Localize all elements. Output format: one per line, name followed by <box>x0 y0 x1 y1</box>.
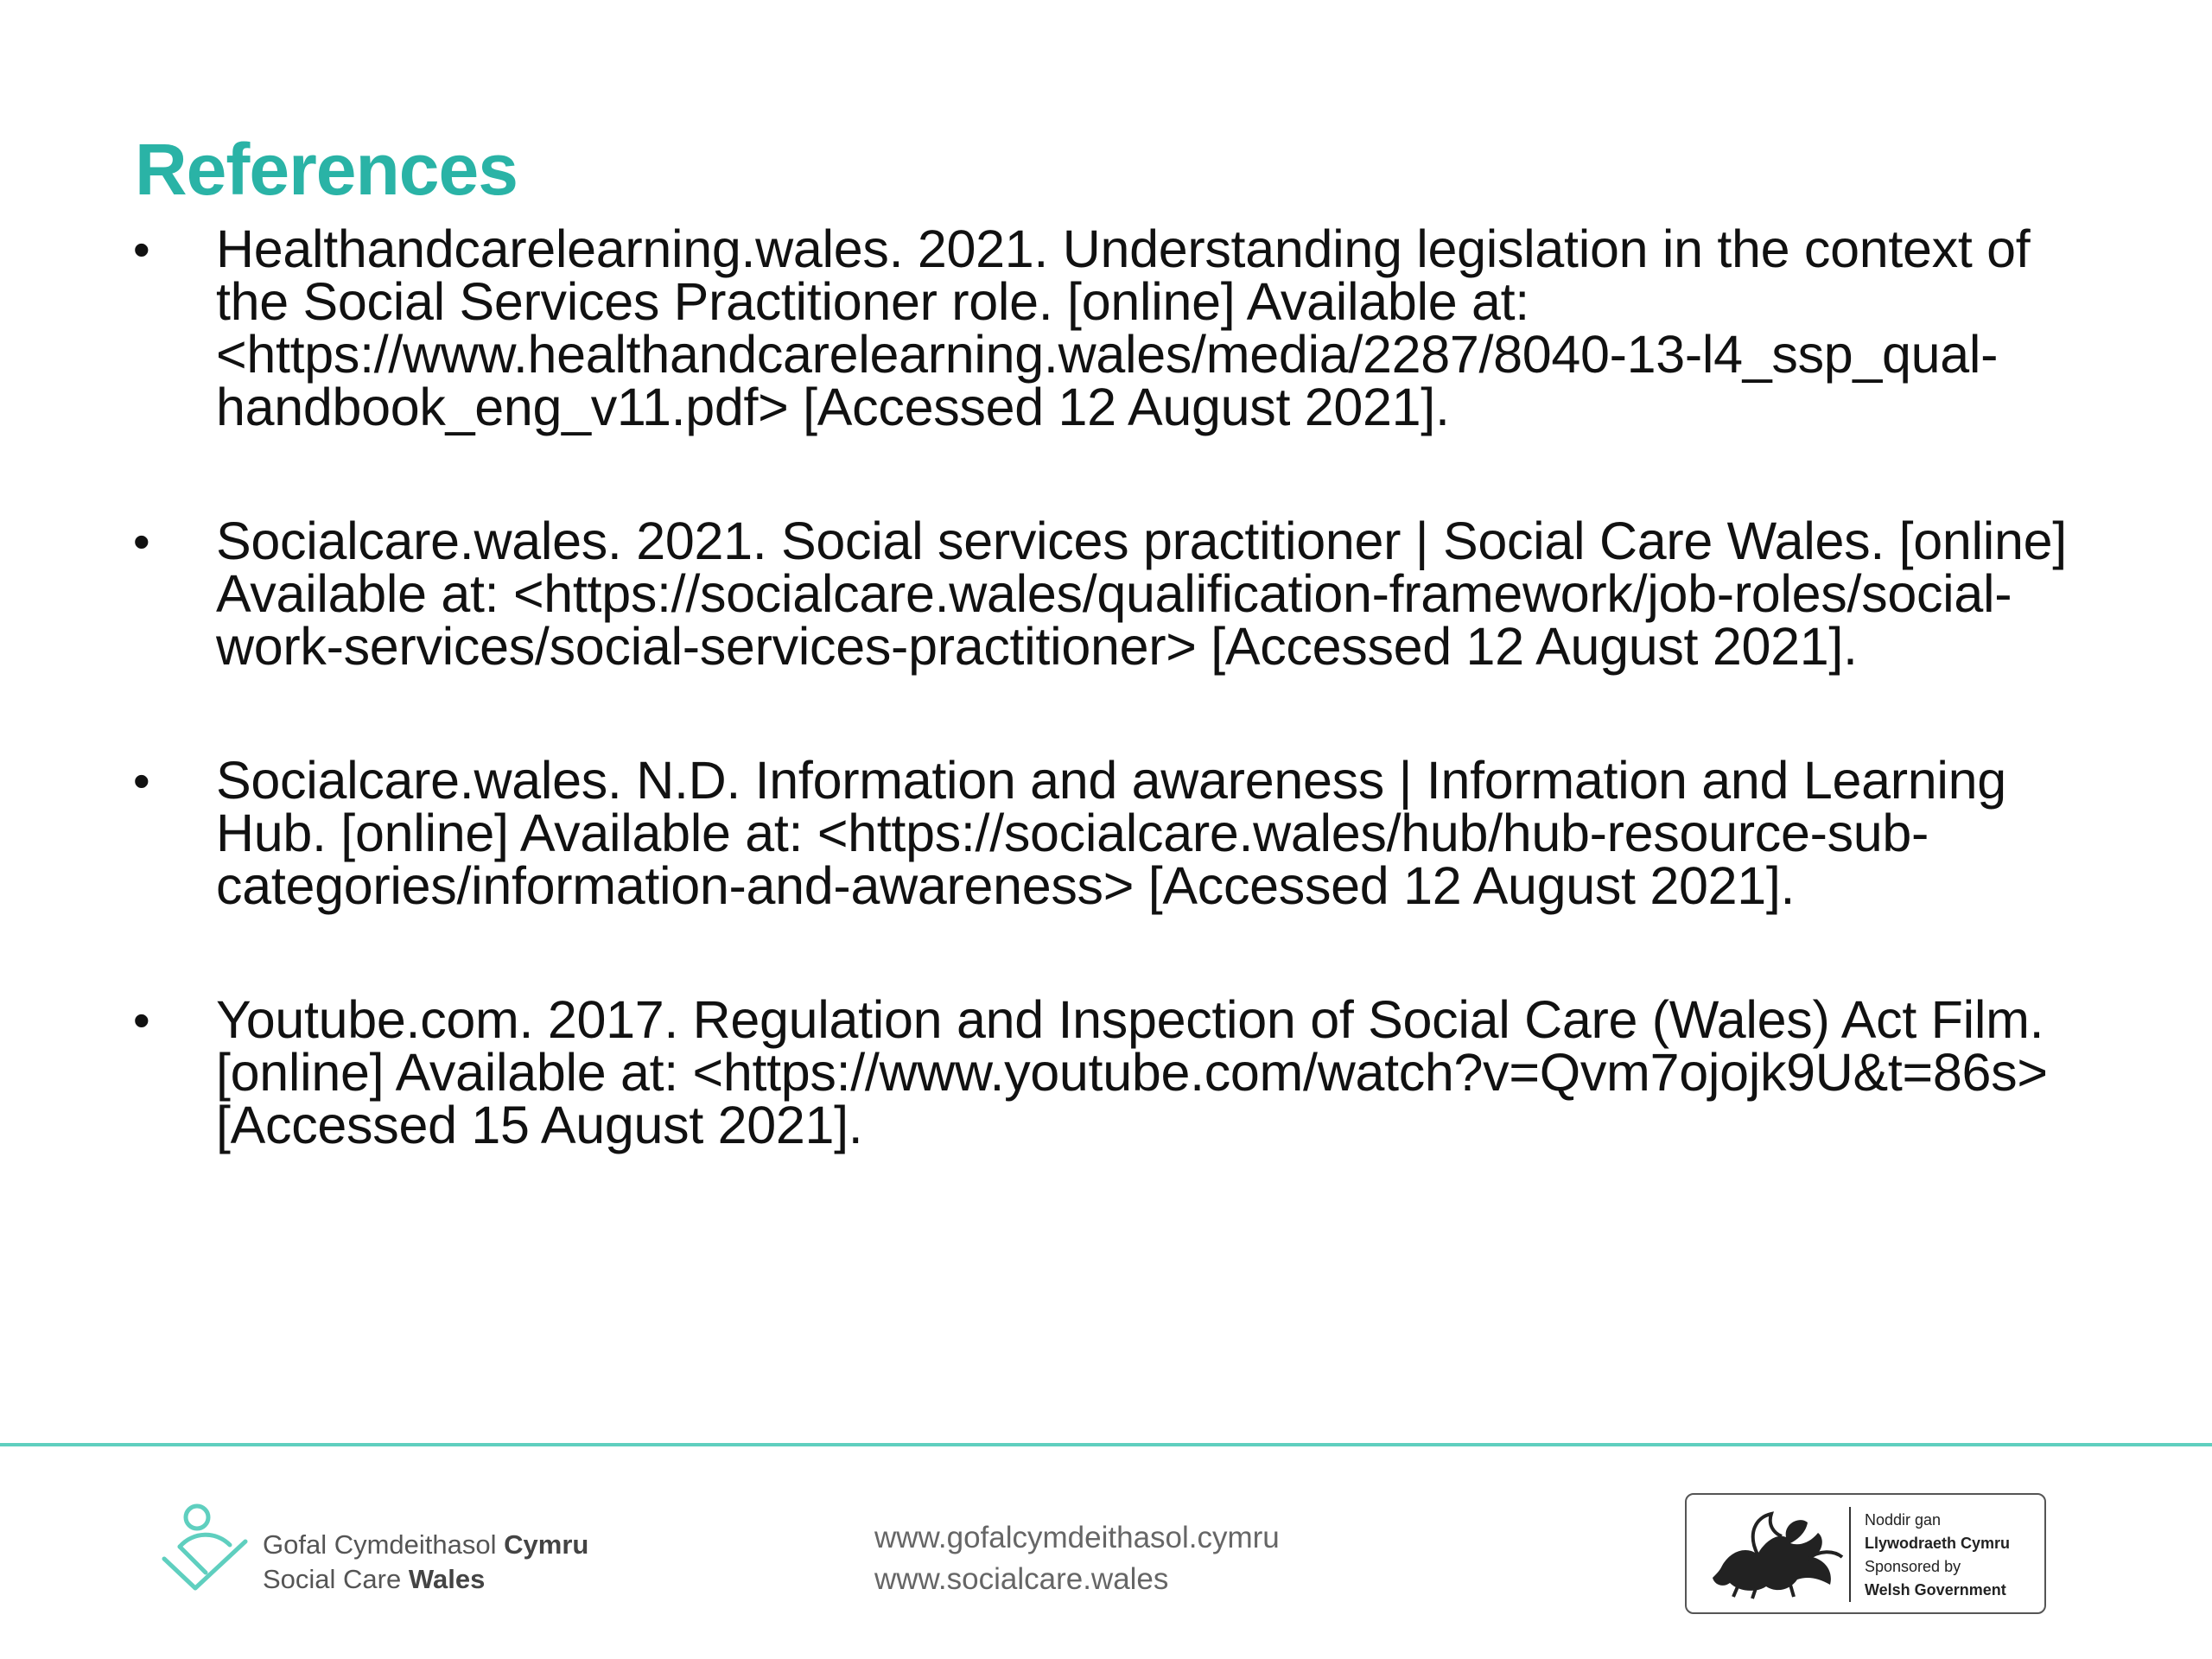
footer-urls <box>874 1517 1280 1600</box>
bullet-icon: • <box>133 753 150 808</box>
social-care-wales-logo-icon <box>156 1502 252 1599</box>
sponsor-line-welsh: Noddir gan <box>1865 1511 1942 1529</box>
english-url: www.socialcare.wales <box>874 1562 1169 1596</box>
bullet-icon: • <box>133 993 150 1047</box>
logo-line1-bold: Cymru <box>504 1529 589 1560</box>
badge-separator <box>1849 1507 1851 1602</box>
reference-text: Socialcare.wales. 2021. Social services practitioner | Social Care Wales. [online] Available at: <https://socialcare.wales/qualification-framework/job-roles/social-work-services/social-services-practitioner> [Accessed 12 August 2021]. <box>216 512 2067 676</box>
sponsor-text <box>1865 1509 2010 1602</box>
welsh-government-badge <box>1685 1493 2046 1614</box>
social-care-wales-logo <box>156 1502 605 1605</box>
logo-line1-regular: Gofal Cymdeithasol <box>263 1529 497 1560</box>
references-list <box>130 219 2100 1233</box>
sponsor-org-welsh: Llywodraeth Cymru <box>1865 1535 2011 1552</box>
page-title: References <box>135 129 518 210</box>
logo-line2-regular: Social Care <box>263 1564 402 1594</box>
welsh-url: www.gofalcymdeithasol.cymru <box>874 1521 1280 1554</box>
reference-text: Healthandcarelearning.wales. 2021. Understanding legislation in the context of the Social Services Practitioner role. [online] Available at: <https://www.healthandcarelearning.wales/media/2287/8040-13-l4_ssp_qual-handbook_eng_v11.pdf> [Accessed 12 August 2021]. <box>216 219 2031 436</box>
bullet-icon: • <box>133 514 150 569</box>
reference-item <box>130 219 2100 436</box>
sponsor-line-english: Sponsored by <box>1865 1558 1961 1575</box>
welsh-dragon-icon <box>1704 1507 1851 1602</box>
reference-item <box>130 512 2100 676</box>
reference-text: Youtube.com. 2017. Regulation and Inspection of Social Care (Wales) Act Film. [online] Available at: <https://www.youtube.com/watch?v=Qvm7ojojk9U&t=86s> [Accessed 15 August 2021]. <box>216 990 2048 1154</box>
sponsor-org-english: Welsh Government <box>1865 1581 2006 1599</box>
logo-wordmark <box>263 1528 588 1597</box>
reference-item <box>130 751 2100 915</box>
reference-item <box>130 990 2100 1154</box>
footer-divider <box>0 1443 2212 1446</box>
reference-text: Socialcare.wales. N.D. Information and awareness | Information and Learning Hub. [online] Available at: <https://socialcare.wales/hub/hub-resource-sub-categories/information-and-awareness> [Accessed 12 August 2021]. <box>216 751 2006 915</box>
logo-line2-bold: Wales <box>408 1564 486 1594</box>
bullet-icon: • <box>133 222 150 276</box>
